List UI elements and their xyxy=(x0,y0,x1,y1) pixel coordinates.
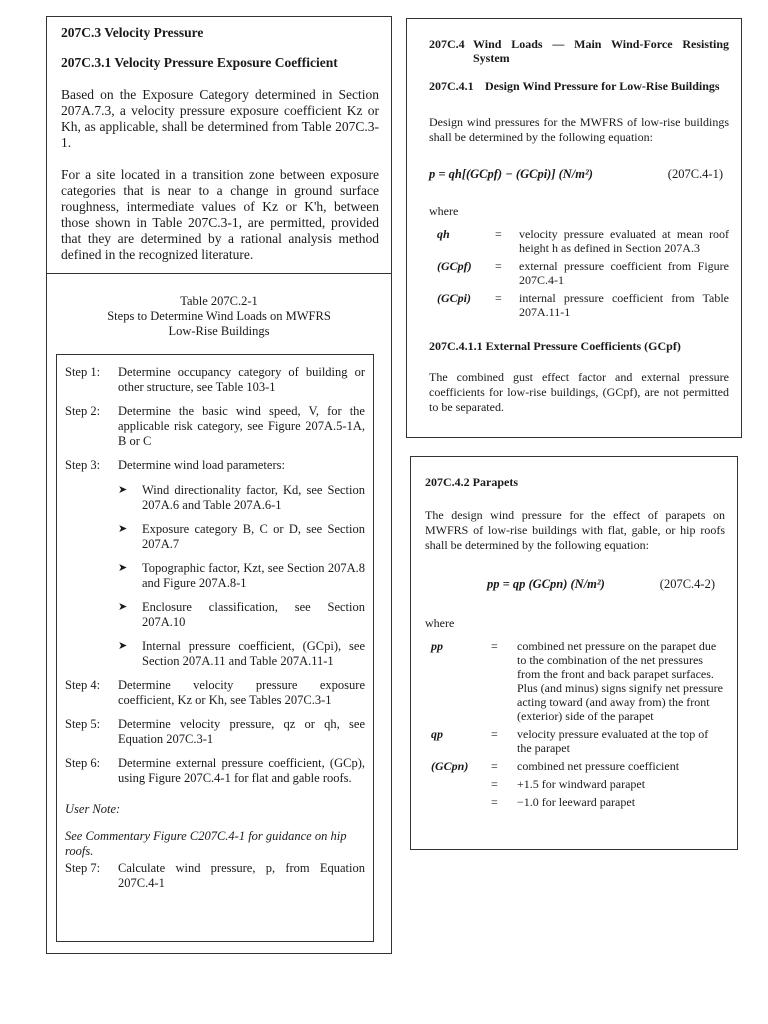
wind-loads-mwfrs-section xyxy=(406,18,742,438)
definition-row xyxy=(425,777,725,791)
step-row xyxy=(65,756,365,786)
definition-row xyxy=(425,795,725,809)
step-label: Step 1: xyxy=(65,365,101,379)
parameter-item xyxy=(118,561,365,591)
step-label: Step 3: xyxy=(65,458,101,472)
symbol: qh xyxy=(437,227,450,241)
step-row xyxy=(65,365,365,395)
parameter-item xyxy=(118,639,365,669)
table-subtitle: Low-Rise Buildings xyxy=(168,324,270,338)
user-note-text: See Commentary Figure C207C.4-1 for guidance on hip roofs. xyxy=(65,829,347,858)
definition-row xyxy=(425,727,725,755)
section-heading: 207C.4.2 Parapets xyxy=(425,475,518,489)
definition-text: internal pressure coefficient from Table 207A.11-1 xyxy=(519,291,729,319)
symbol-blank xyxy=(425,795,491,809)
equation xyxy=(429,167,723,182)
equals-sign: = xyxy=(495,259,502,273)
section-title: Wind Loads — Main Wind-Force Resisting System xyxy=(473,37,729,65)
definition-text: velocity pressure evaluated at mean roof height h as defined in Section 207A.3 xyxy=(519,227,729,255)
parameter-text: Enclosure classification, see Section 207A.10 xyxy=(142,600,365,629)
subsection-heading xyxy=(429,79,729,93)
symbol-blank xyxy=(425,777,491,791)
symbol: (GCpf) xyxy=(437,259,472,273)
step-text: Determine external pressure coefficient, (GCp), using Figure 207C.4-1 for flat and gable roofs. xyxy=(118,756,365,785)
step-row xyxy=(65,404,365,449)
definition-row xyxy=(425,639,725,723)
step-row xyxy=(65,717,365,747)
symbol: pp xyxy=(431,639,443,653)
step-text: Determine velocity pressure exposure coefficient, Kz or Kh, see Tables 207C.3-1 xyxy=(118,678,365,707)
subsection-heading: 207C.4.1.1 External Pressure Coefficients (GCpf) xyxy=(429,339,681,353)
step-label: Step 2: xyxy=(65,404,101,418)
paragraph: Based on the Exposure Category determined in Section 207A.7.3, a velocity pressure exposure coefficient Kz or Kh, as applicable, shall be determined from Table 207C.3-1. xyxy=(61,87,379,150)
step-label: Step 4: xyxy=(65,678,101,692)
equation-formula: p = qh[(GCpf) − (GCpi)] (N/m²) xyxy=(429,167,593,181)
parapets-section xyxy=(410,456,738,850)
equals-sign: = xyxy=(495,227,502,241)
parameter-text: Wind directionality factor, Kd, see Section 207A.6 and Table 207A.6-1 xyxy=(142,483,365,512)
equals-sign: = xyxy=(491,759,498,773)
paragraph: The combined gust effect factor and external pressure coefficients for low-rise buildings, (GCpf), are not permitted to be separated. xyxy=(429,370,729,414)
section-heading: 207C.3 Velocity Pressure xyxy=(61,25,204,40)
parameter-text: Internal pressure coefficient, (GCpi), see Section 207A.11 and Table 207A.11-1 xyxy=(142,639,365,668)
where-label: where xyxy=(429,204,459,218)
symbol: (GCpi) xyxy=(437,291,471,305)
parameter-text: Exposure category B, C or D, see Section 207A.7 xyxy=(142,522,365,551)
table-title: Steps to Determine Wind Loads on MWFRS xyxy=(107,309,331,323)
section-number: 207C.4.1 xyxy=(429,79,474,93)
step-label: Step 5: xyxy=(65,717,101,731)
definition-row xyxy=(429,259,729,287)
equation-number: (207C.4-1) xyxy=(667,167,723,181)
paragraph: For a site located in a transition zone between exposure categories that is near to a change in ground surface roughness, intermediate values of Kz or K'h, between those shown in Table 207C.3-1, are permitted, provided that they are determined by a rational analysis method defined in the recognized literature. xyxy=(61,167,379,262)
velocity-pressure-section xyxy=(46,16,392,274)
symbol: qp xyxy=(431,727,443,741)
equation-number: (207C.4-2) xyxy=(659,577,715,591)
equation xyxy=(487,577,715,592)
parameter-item xyxy=(118,483,365,513)
subsection-heading: 207C.3.1 Velocity Pressure Exposure Coefficient xyxy=(61,55,338,70)
equals-sign: = xyxy=(491,777,498,791)
equals-sign: = xyxy=(491,795,498,809)
user-note-title: User Note: xyxy=(65,802,121,816)
step-text: Calculate wind pressure, p, from Equation 207C.4-1 xyxy=(118,861,365,890)
steps-table xyxy=(56,354,374,942)
step-row xyxy=(65,458,365,473)
step-text: Determine velocity pressure, qz or qh, see Equation 207C.3-1 xyxy=(118,717,365,746)
where-label: where xyxy=(425,616,455,630)
step-label: Step 7: xyxy=(65,861,101,875)
definition-text: combined net pressure coefficient xyxy=(517,759,680,773)
definition-row xyxy=(425,759,725,773)
step-row xyxy=(65,678,365,708)
equals-sign: = xyxy=(491,727,498,741)
definition-text: −1.0 for leeward parapet xyxy=(517,795,636,809)
symbol: (GCpn) xyxy=(431,759,469,773)
arrow-bullet-icon: ➤ xyxy=(118,601,128,613)
equals-sign: = xyxy=(495,291,502,305)
table-caption xyxy=(46,274,392,354)
arrow-bullet-icon: ➤ xyxy=(118,484,128,496)
step-text: Determine the basic wind speed, V, for the applicable risk category, see Figure 207A.5-1A, B or C xyxy=(118,404,365,448)
parameter-item xyxy=(118,522,365,552)
table-number: Table 207C.2-1 xyxy=(180,294,258,308)
arrow-bullet-icon: ➤ xyxy=(118,523,128,535)
definition-row xyxy=(429,227,729,255)
step-text: Determine wind load parameters: xyxy=(118,458,285,472)
equation-formula: pp = qp (GCpn) (N/m²) xyxy=(487,577,605,591)
definition-text: combined net pressure on the parapet due to the combination of the net pressures from the front and back parapet surfaces. Plus (and minus) signs signify net pressure acting toward (and away from) the front (exterior) side of the parapet xyxy=(517,639,723,723)
definition-text: external pressure coefficient from Figure 207C.4-1 xyxy=(519,259,729,287)
paragraph: Design wind pressures for the MWFRS of low-rise buildings shall be determined by the following equation: xyxy=(429,115,729,144)
step-text: Determine occupancy category of building or other structure, see Table 103-1 xyxy=(118,365,365,394)
definition-row xyxy=(429,291,729,319)
paragraph: The design wind pressure for the effect of parapets on MWFRS of low-rise buildings with flat, gable, or hip roofs shall be determined by the following equation: xyxy=(425,508,725,552)
step-label: Step 6: xyxy=(65,756,101,770)
section-title: Design Wind Pressure for Low-Rise Buildings xyxy=(485,79,720,93)
step-row xyxy=(65,861,365,891)
arrow-bullet-icon: ➤ xyxy=(118,640,128,652)
parameter-item xyxy=(118,600,365,630)
parameter-text: Topographic factor, Kzt, see Section 207A.8 and Figure 207A.8-1 xyxy=(142,561,365,590)
definition-text: velocity pressure evaluated at the top of the parapet xyxy=(517,727,709,755)
section-heading xyxy=(429,37,729,65)
equals-sign: = xyxy=(491,639,498,653)
definition-text: +1.5 for windward parapet xyxy=(517,777,646,791)
section-number: 207C.4 xyxy=(429,37,465,51)
arrow-bullet-icon: ➤ xyxy=(118,562,128,574)
